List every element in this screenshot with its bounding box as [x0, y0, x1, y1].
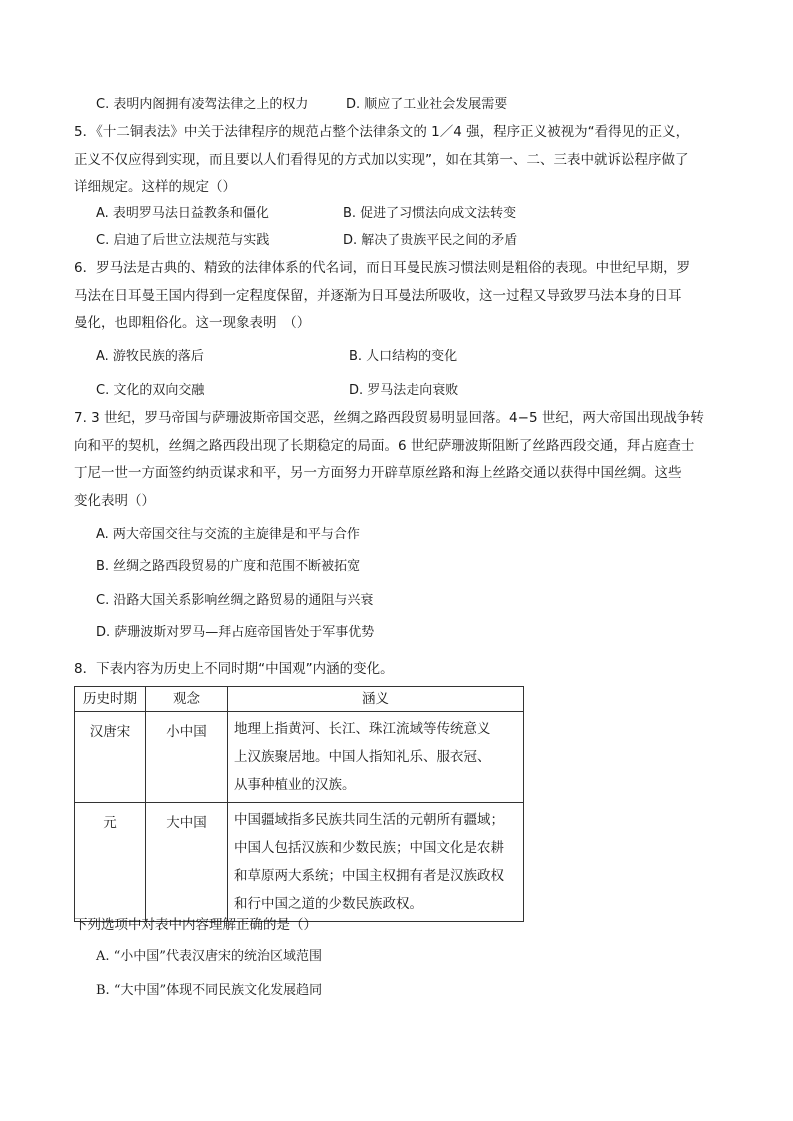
table-cell-concept: 大中国 [146, 803, 228, 922]
q8-question: 下列选项中对表中内容理解正确的是（） [74, 917, 317, 933]
q7-stem-line-2: 向和平的契机，丝绸之路西段出现了长期稳定的局面。6 世纪萨珊波斯阻断了丝路西段交通，拜占庭查士 [74, 438, 695, 454]
table-row [75, 712, 524, 803]
table-cell-concept: 小中国 [146, 712, 228, 803]
q7-stem-line-1: 7. 3 世纪，罗马帝国与萨珊波斯帝国交恶，丝绸之路西段贸易明显回落。4−5 世纪，两大帝国出现战争转 [74, 410, 704, 426]
q4-option-d: D. 顺应了工业社会发展需要 [346, 97, 508, 112]
q5-stem-line-1: 5．《十二铜表法》中关于法律程序的规范占整个法律条文的 1／4 强，程序正义被视为“看得见的正义， [74, 124, 690, 140]
q7-option-b: B. 丝绸之路西段贸易的广度和范围不断被拓宽 [96, 559, 361, 574]
q6-option-c: C. 文化的双向交融 [96, 383, 205, 398]
q6-option-a: A. 游牧民族的落后 [96, 349, 204, 364]
meaning-line: 上汉族聚居地。中国人指知礼乐、服衣冠、 [234, 749, 491, 765]
meaning-line: 地理上指黄河、长江、珠江流域等传统意义 [234, 721, 491, 737]
table-header-meaning: 涵义 [228, 687, 524, 712]
q8-option-b: B. “大中国”体现不同民族文化发展趋同 [96, 983, 323, 998]
q6-stem-line-1: 6．罗马法是古典的、精致的法律体系的代名词，而日耳曼民族习惯法则是粗俗的表现。中世纪早期，罗 [74, 260, 691, 276]
table-header-concept: 观念 [146, 687, 228, 712]
meaning-line: 中国疆域指多民族共同生活的元朝所有疆域； [234, 812, 504, 828]
meaning-line: 从事种植业的汉族。 [234, 777, 356, 793]
q6-option-b: B. 人口结构的变化 [349, 349, 458, 364]
table-cell-meaning [228, 712, 524, 803]
meaning-line: 和草原两大系统；中国主权拥有者是汉族政权 [234, 868, 504, 884]
q5-option-b: B. 促进了习惯法向成文法转变 [343, 206, 517, 221]
q5-stem-line-3: 详细规定。这样的规定（） [74, 179, 236, 195]
q7-stem-line-3: 丁尼一世一方面签约纳贡谋求和平，另一方面努力开辟草原丝路和海上丝路交通以获得中国丝绸。这些 [74, 465, 682, 481]
q8-intro: 8．下表内容为历史上不同时期“中国观”内涵的变化。 [74, 661, 394, 677]
table-cell-meaning [228, 803, 524, 922]
q5-option-c: C. 启迪了后世立法规范与实践 [96, 233, 270, 248]
q6-option-d: D. 罗马法走向衰败 [349, 383, 459, 398]
table-cell-period: 汉唐宋 [75, 712, 146, 803]
q5-option-d: D. 解决了贵族平民之间的矛盾 [343, 233, 518, 248]
q4-option-c: C. 表明内阁拥有凌驾法律之上的权力 [96, 97, 309, 112]
table-header-row [75, 687, 524, 712]
q6-stem-line-3: 曼化，也即粗俗化。这一现象表明 （） [74, 315, 311, 331]
table-header-period: 历史时期 [75, 687, 146, 712]
table-row [75, 803, 524, 922]
q8-option-a: A. “小中国”代表汉唐宋的统治区域范围 [96, 949, 322, 964]
q5-option-a: A. 表明罗马法日益教条和僵化 [96, 206, 269, 221]
q7-option-c: C. 沿路大国关系影响丝绸之路贸易的通阻与兴衰 [96, 593, 374, 608]
china-concept-table [74, 686, 524, 922]
q7-option-a: A. 两大帝国交往与交流的主旋律是和平与合作 [96, 527, 360, 542]
q7-stem-line-4: 变化表明（） [74, 493, 155, 509]
q6-stem-line-2: 马法在日耳曼王国内得到一定程度保留，并逐渐为日耳曼法所吸收，这一过程又导致罗马法本身的日耳 [74, 288, 682, 304]
table-cell-period: 元 [75, 803, 146, 922]
meaning-line: 中国人包括汉族和少数民族；中国文化是农耕 [234, 840, 504, 856]
meaning-line: 和行中国之道的少数民族政权。 [234, 896, 423, 912]
q5-stem-line-2: 正义不仅应得到实现，而且要以人们看得见的方式加以实现”，如在其第一、二、三表中就诉讼程序做了 [74, 152, 689, 168]
q7-option-d: D. 萨珊波斯对罗马—拜占庭帝国皆处于军事优势 [96, 625, 375, 640]
